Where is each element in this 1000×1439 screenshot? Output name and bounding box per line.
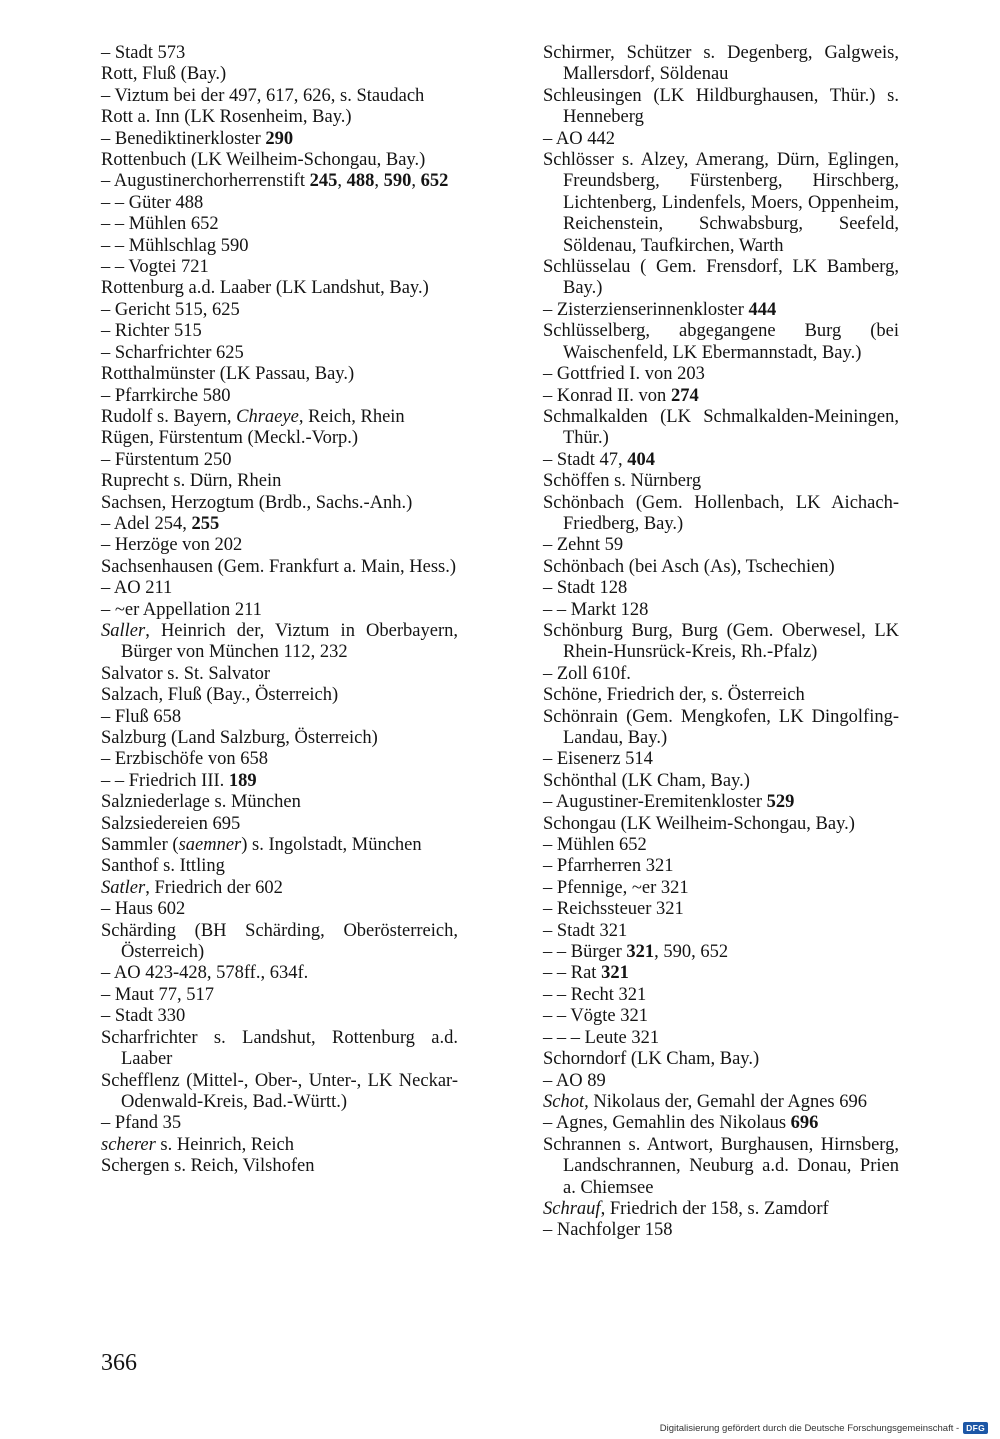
index-entry: Schlüsselau ( Gem. Frensdorf, LK Bamberg, Bay.) bbox=[543, 257, 899, 299]
index-entry: – Gericht 515, 625 bbox=[101, 299, 240, 320]
index-entry: – Viztum bei der 497, 617, 626, s. Staudach bbox=[101, 85, 425, 106]
index-entry: – Zoll 610f. bbox=[543, 663, 631, 684]
index-entry: Schönrain (Gem. Mengkofen, LK Dingolfing-Landau, Bay.) bbox=[543, 706, 899, 748]
index-entry: Schönbach (bei Asch (As), Tschechien) bbox=[543, 556, 835, 577]
index-entry: Rudolf s. Bayern, Chraeye, Reich, Rhein bbox=[101, 406, 405, 427]
index-entry: Sammler (saemner) s. Ingolstadt, München bbox=[101, 835, 422, 856]
index-entry: Schrauf, Friedrich der 158, s. Zamdorf bbox=[543, 1198, 829, 1219]
index-entry: – Pfarrkirche 580 bbox=[101, 385, 231, 406]
index-entry: Schefflenz (Mittel-, Ober-, Unter-, LK Neckar-Odenwald-Kreis, Bad.-Württ.) bbox=[101, 1070, 458, 1112]
index-entry: Rott a. Inn (LK Rosenheim, Bay.) bbox=[101, 107, 352, 128]
index-entry: Salzach, Fluß (Bay., Österreich) bbox=[101, 685, 339, 706]
index-entry: Schmalkalden (LK Schmalkalden-Meiningen, Thür.) bbox=[543, 406, 899, 449]
index-entry: – – Rat 321 bbox=[543, 963, 629, 984]
index-entry: Salzsiedereien 695 bbox=[101, 813, 241, 834]
index-entry: – Agnes, Gemahlin des Nikolaus 696 bbox=[543, 1113, 819, 1134]
index-entry: – Pfand 35 bbox=[101, 1113, 182, 1134]
index-entry: Schrannen s. Antwort, Burghausen, Hirnsberg, Landschrannen, Neuburg a.d. Donau, Prien a. Chiemsee bbox=[543, 1134, 899, 1198]
index-entry: Schönburg Burg, Burg (Gem. Oberwesel, LK Rhein-Hunsrück-Kreis, Rh.-Pfalz) bbox=[543, 620, 899, 663]
index-entry: – AO 442 bbox=[543, 128, 615, 149]
index-entry: Schönthal (LK Cham, Bay.) bbox=[543, 770, 750, 791]
index-entry: Rott, Fluß (Bay.) bbox=[101, 64, 227, 85]
index-entry: Schärding (BH Schärding, Oberösterreich, Österreich) bbox=[101, 920, 458, 963]
index-entry: – – Markt 128 bbox=[543, 599, 649, 620]
index-entry: Schönbach (Gem. Hollenbach, LK Aichach-Friedberg, Bay.) bbox=[543, 492, 899, 534]
index-entry: Schongau (LK Weilheim-Schongau, Bay.) bbox=[543, 813, 855, 834]
index-entry: Schorndorf (LK Cham, Bay.) bbox=[543, 1049, 760, 1070]
page-number: 366 bbox=[101, 1350, 137, 1376]
index-entry: Schleusingen (LK Hildburghausen, Thür.) s. Henneberg bbox=[543, 85, 899, 128]
index-entry: Schöffen s. Nürnberg bbox=[543, 471, 702, 492]
index-entry: – Scharfrichter 625 bbox=[101, 342, 244, 363]
index-entry: – Gottfried I. von 203 bbox=[543, 364, 705, 385]
index-entry: – Zehnt 59 bbox=[543, 535, 624, 556]
index-entry: Schöne, Friedrich der, s. Österreich bbox=[543, 685, 805, 706]
index-entry: Rügen, Fürstentum (Meckl.-Vorp.) bbox=[101, 428, 359, 449]
index-entry: Sachsen, Herzogtum (Brdb., Sachs.-Anh.) bbox=[101, 492, 413, 513]
index-entry: – Maut 77, 517 bbox=[101, 984, 215, 1005]
index-entry: – Stadt 330 bbox=[101, 1006, 186, 1027]
index-entry: – Richter 515 bbox=[101, 321, 202, 342]
index-entry: – – Bürger 321, 590, 652 bbox=[543, 942, 729, 963]
index-entry: – Zisterzienserinnenkloster 444 bbox=[543, 299, 777, 320]
index-entry: Sachsenhausen (Gem. Frankfurt a. Main, Hess.) bbox=[101, 556, 457, 577]
index-entry: Rotthalmünster (LK Passau, Bay.) bbox=[101, 364, 355, 385]
index-entry: – – Vogtei 721 bbox=[101, 257, 209, 278]
index-entry: – Stadt 128 bbox=[543, 578, 628, 599]
index-entry: Salzniederlage s. München bbox=[101, 792, 301, 813]
index-entry: – Mühlen 652 bbox=[543, 835, 647, 856]
index-entry: scherer s. Heinrich, Reich bbox=[101, 1134, 294, 1155]
index-entry: – Stadt 47, 404 bbox=[543, 449, 656, 470]
footer bbox=[660, 1422, 988, 1434]
dfg-logo-icon: DFG bbox=[963, 1422, 988, 1434]
index-entry: – Erzbischöfe von 658 bbox=[101, 749, 268, 770]
index-entry: – – Vögte 321 bbox=[543, 1006, 649, 1027]
index-entry: – Pfennige, ~er 321 bbox=[543, 877, 689, 898]
index-entry: Salzburg (Land Salzburg, Österreich) bbox=[101, 728, 378, 748]
index-entry: – Fürstentum 250 bbox=[101, 449, 232, 470]
index-entry: – AO 211 bbox=[101, 578, 173, 599]
index-entry: Rottenbuch (LK Weilheim-Schongau, Bay.) bbox=[101, 150, 426, 171]
index-entry: – Stadt 573 bbox=[101, 43, 186, 63]
index-entry: – – – Leute 321 bbox=[543, 1027, 660, 1048]
index-entry: – Adel 254, 255 bbox=[101, 513, 220, 534]
index-entry: Schot, Nikolaus der, Gemahl der Agnes 696 bbox=[543, 1091, 867, 1112]
index-entry: – Augustinerchorherrenstift 245, 488, 590, 652 bbox=[101, 171, 449, 192]
index-entry: – – Recht 321 bbox=[543, 984, 647, 1005]
index-entry: Salvator s. St. Salvator bbox=[101, 663, 271, 684]
index-entry: – AO 89 bbox=[543, 1070, 606, 1091]
index-entry: – – Mühlschlag 590 bbox=[101, 235, 249, 256]
index-entry: Schlösser s. Alzey, Amerang, Dürn, Eglingen, Freundsberg, Fürstenberg, Hirschberg, Lichtenberg, Lindenfels, Moers, Oppenheim, Reichenstein, Schwabsburg, Seefeld, Söldenau, Taufkirchen, Warth bbox=[543, 150, 899, 256]
index-entry: Scharfrichter s. Landshut, Rottenburg a.d. Laaber bbox=[101, 1027, 458, 1070]
index-entry: – ~er Appellation 211 bbox=[101, 599, 262, 620]
index-entry: – – Güter 488 bbox=[101, 192, 204, 213]
index-entry: – Haus 602 bbox=[101, 899, 186, 920]
index-entry: – – Mühlen 652 bbox=[101, 214, 219, 235]
index-entry: Schirmer, Schützer s. Degenberg, Galgweis, Mallersdorf, Söldenau bbox=[543, 43, 899, 85]
index-column-right bbox=[543, 43, 899, 1242]
index-entry: – Augustiner-Eremitenkloster 529 bbox=[543, 792, 795, 813]
index-entry: – Konrad II. von 274 bbox=[543, 385, 699, 406]
index-column-left bbox=[101, 43, 458, 1178]
index-entry: – Reichssteuer 321 bbox=[543, 899, 684, 920]
index-entry: – Fluß 658 bbox=[101, 706, 182, 727]
index-entry: Satler, Friedrich der 602 bbox=[101, 877, 283, 898]
index-entry: – Nachfolger 158 bbox=[543, 1220, 673, 1241]
index-entry: – Herzöge von 202 bbox=[101, 535, 243, 556]
index-entry: Schergen s. Reich, Vilshofen bbox=[101, 1156, 315, 1177]
index-entry: Schlüsselberg, abgegangene Burg (bei Waischenfeld, LK Ebermannstadt, Bay.) bbox=[543, 321, 899, 363]
index-entry: – – Friedrich III. 189 bbox=[101, 770, 257, 791]
index-entry: Rottenburg a.d. Laaber (LK Landshut, Bay.) bbox=[101, 278, 429, 299]
index-entry: – Stadt 321 bbox=[543, 920, 628, 941]
index-entry: – AO 423-428, 578ff., 634f. bbox=[101, 963, 309, 984]
footer-text: Digitalisierung gefördert durch die Deutsche Forschungsgemeinschaft - bbox=[659, 1422, 960, 1434]
index-entry: Ruprecht s. Dürn, Rhein bbox=[101, 471, 282, 492]
index-entry: – Pfarrherren 321 bbox=[543, 856, 674, 877]
index-entry: – Eisenerz 514 bbox=[543, 749, 653, 770]
index-entry: – Benediktinerkloster 290 bbox=[101, 128, 294, 149]
index-entry: Saller, Heinrich der, Viztum in Oberbayern, Bürger von München 112, 232 bbox=[101, 620, 458, 663]
index-entry: Santhof s. Ittling bbox=[101, 856, 225, 877]
